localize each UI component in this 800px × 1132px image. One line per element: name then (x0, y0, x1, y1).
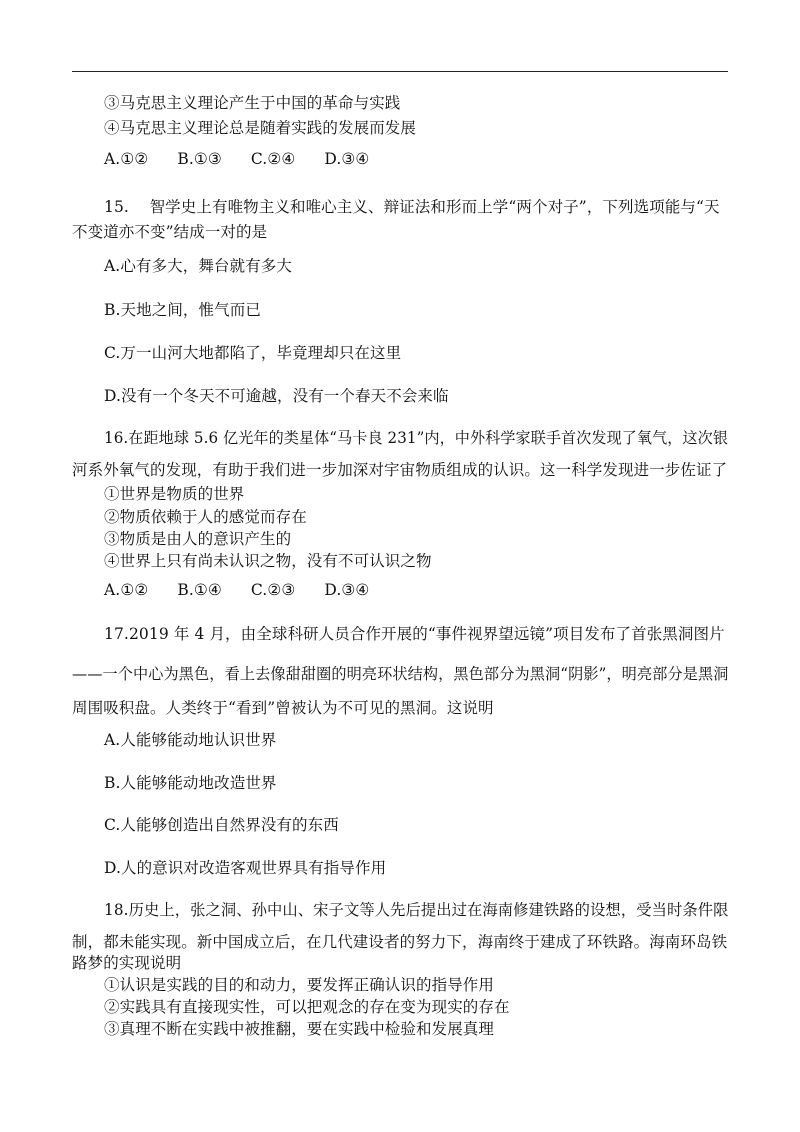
q14-option-b[interactable]: B.①③ (177, 150, 222, 168)
q17-stem-line-1: 17.2019 年 4 月，由全球科研人员合作开展的“事件视界望远镜”项目发布了首张黑洞图片 (104, 625, 725, 643)
q16-option-a[interactable]: A.①② (104, 581, 149, 599)
q17-option-b[interactable]: B.人能够能动地改造世界 (104, 774, 277, 792)
q14-item-4: ④马克思主义理论总是随着实践的发展而发展 (104, 119, 417, 137)
q16-item-4: ④世界上只有尚未认识之物，没有不可认识之物 (104, 552, 432, 570)
q18-stem-line-3: 路梦的实现说明 (72, 954, 182, 972)
q15-option-d[interactable]: D.没有一个冬天不可逾越，没有一个春天不会来临 (104, 387, 449, 405)
q15-option-a[interactable]: A.心有多大，舞台就有多大 (104, 257, 292, 275)
q14-option-c[interactable]: C.②④ (250, 150, 296, 168)
q17-option-a[interactable]: A.人能够能动地认识世界 (104, 731, 277, 749)
q15-option-b[interactable]: B.天地之间，惟气而已 (104, 301, 261, 319)
q16-option-b[interactable]: B.①④ (177, 581, 222, 599)
q15-stem-line-2: 不变道亦不变”结成一对的是 (72, 223, 268, 241)
q16-item-2: ②物质依赖于人的感觉而存在 (104, 508, 307, 526)
q16-item-3: ③物质是由人的意识产生的 (104, 530, 292, 548)
q14-option-d[interactable]: D.③④ (324, 150, 370, 168)
q16-stem-line-2: 河系外氧气的发现，有助于我们进一步加深对宇宙物质组成的认识。这一科学发现进一步佐证了 (72, 461, 728, 479)
q15-option-c[interactable]: C.万一山河大地都陷了，毕竟理却只在这里 (104, 344, 402, 362)
header-rule (72, 71, 728, 72)
q14-options (104, 149, 393, 169)
q17-option-d[interactable]: D.人的意识对改造客观世界具有指导作用 (104, 859, 387, 877)
q17-option-c[interactable]: C.人能够创造出自然界没有的东西 (104, 816, 339, 834)
q14-item-3: ③马克思主义理论产生于中国的革命与实践 (104, 94, 401, 112)
q18-item-1: ①认识是实践的目的和动力，要发挥正确认识的指导作用 (104, 976, 495, 994)
q18-stem-line-2: 制，都未能实现。新中国成立后，在几代建设者的努力下，海南终于建成了环铁路。海南环岛铁 (72, 933, 728, 951)
q16-option-c[interactable]: C.②③ (250, 581, 296, 599)
q15-stem-line-1: 15. 智学史上有唯物主义和唯心主义、辩证法和形而上学“两个对子”，下列选项能与“天 (104, 198, 720, 216)
q16-item-1: ①世界是物质的世界 (104, 485, 245, 503)
q16-option-d[interactable]: D.③④ (324, 581, 370, 599)
q16-options (104, 580, 393, 600)
q16-stem-line-1: 16.在距地球 5.6 亿光年的类星体“马卡良 231”内，中外科学家联手首次发现了氧气，这次银 (104, 429, 729, 447)
q18-item-2: ②实践具有直接现实性，可以把观念的存在变为现实的存在 (104, 998, 510, 1016)
q18-stem-line-1: 18.历史上，张之洞、孙中山、宋子文等人先后提出过在海南修建铁路的设想，受当时条件限 (104, 901, 729, 919)
q17-stem-line-3: 周围吸积盘。人类终于“看到”曾被认为不可见的黑洞。这说明 (72, 699, 494, 717)
q17-stem-line-2: ——一个中心为黑色，看上去像甜甜圈的明亮环状结构，黑色部分为黑洞“阴影”，明亮部分是黑洞 (72, 665, 729, 683)
q14-option-a[interactable]: A.①② (104, 150, 149, 168)
q18-item-3: ③真理不断在实践中被推翻，要在实践中检验和发展真理 (104, 1020, 495, 1038)
